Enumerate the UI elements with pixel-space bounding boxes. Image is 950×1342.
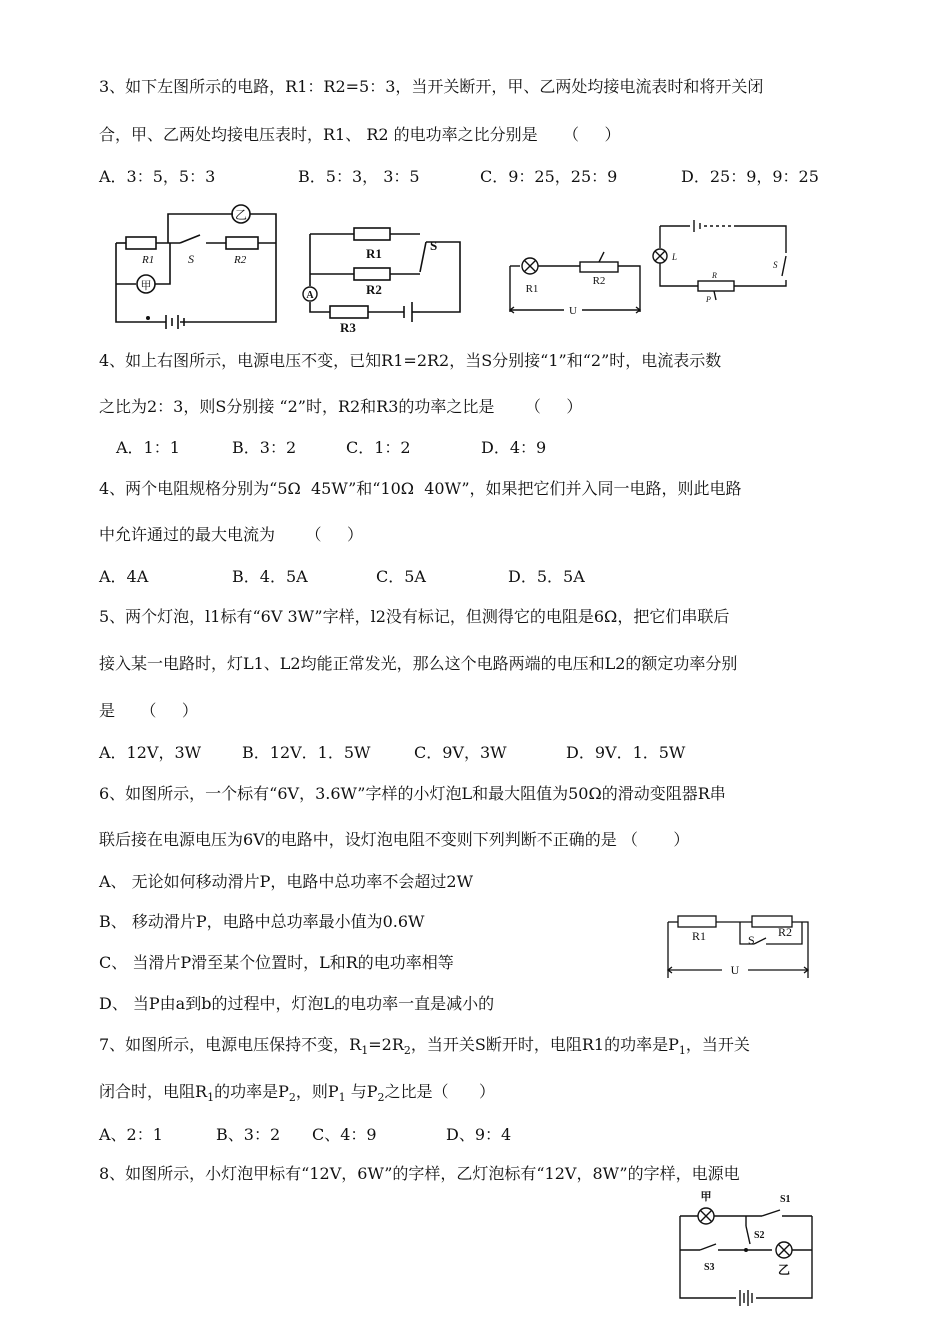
rheostat-label: R [712,271,717,280]
q4b-line1: 4、两个电阻规格分别为“5Ω 45W”和“10Ω 40W”，如果把它们并入同一电路，则此电路 [99,479,742,498]
q4a-line2: 之比为2：3，则S分别接 “2”时，R2和R3的功率之比是 （ ） [99,397,583,416]
r2-label: R2 [234,254,247,266]
q4b-option-d: D．5．5A [508,567,585,586]
circuit-figure-f [672,1190,822,1314]
circuit-figure-b [292,222,467,334]
r2-label: R2 [592,275,606,287]
q4a-option-c: C．1：2 [346,438,411,457]
q6-line2: 联后接在电源电压为6V的电路中，设灯泡电阻不变则下列判断不正确的是 （ ） [99,830,690,849]
q5-line1: 5、两个灯泡，l1标有“6V 3W”字样，l2没有标记，但测得它的电阻是6Ω，把它们串联后 [99,607,730,626]
q4b-option-c: C．5A [376,567,426,586]
q3-option-d: D．25：9，9：25 [681,167,819,186]
q4a-line1: 4、如上右图所示，电源电压不变，已知R1=2R2，当S分别接“1”和“2”时，电流表示数 [99,351,722,370]
slider-label: P [706,295,711,304]
r2-label: R2 [778,925,793,939]
q4b-line2: 中允许通过的最大电流为 （ ） [99,525,363,544]
switch-label: S [430,238,438,253]
circuit-figure-c [500,242,646,320]
r2-label: R2 [366,282,382,297]
circuit-figure-e [662,908,814,980]
q6-option-a: A、 无论如何移动滑片P，电路中总功率不会超过2W [99,872,474,891]
q5-option-d: D．9V．1．5W [566,743,686,762]
q5-option-c: C．9V，3W [414,743,507,762]
s3-label: S3 [704,1262,715,1273]
r1-label: R1 [525,283,539,295]
q5-option-a: A．12V，3W [99,743,202,762]
ammeter-label: A [306,290,314,301]
q4b-option-a: A．4A [99,567,149,586]
q7-option-c: C、4：9 [312,1125,377,1144]
q8-line1: 8、如图所示，小灯泡甲标有“12V，6W”的字样，乙灯泡标有“12V，8W”的字样，电源电 [99,1164,740,1183]
q5-line2: 接入某一电路时，灯L1、L2均能正常发光，那么这个电路两端的电压和L2的额定功率分别 [99,654,738,673]
u-label: U [569,305,577,317]
r1-label: R1 [366,246,382,261]
q6-option-d: D、 当P由a到b的过程中，灯泡L的电功率一直是减小的 [99,994,495,1013]
switch-label: S [188,252,194,266]
r3-label: R3 [340,320,356,335]
yi-label: 乙 [777,1263,791,1277]
q3-option-b: B．5：3， 3：5 [298,167,420,186]
q7-option-b: B、3：2 [216,1125,281,1144]
q4a-option-d: D．4：9 [481,438,547,457]
q6-line1: 6、如图所示，一个标有“6V，3.6W”字样的小灯泡L和最大阻值为50Ω的滑动变阻器R串 [99,784,726,803]
jia-label: 甲 [700,1191,712,1203]
q7-option-d: D、9：4 [446,1125,512,1144]
q6-option-c: C、 当滑片P滑至某个位置时，L和R的电功率相等 [99,953,454,972]
q4b-option-b: B．4．5A [232,567,308,586]
q3-option-a: A．3：5，5：3 [99,167,216,186]
q3-line1: 3、如下左图所示的电路，R1：R2=5：3，当开关断开，甲、乙两处均接电流表时和将开关闭 [99,77,764,96]
q7-line1: 7、如图所示，电源电压保持不变，$R_1=2R_2$，当开关S断开时，电阻R1的功率是$P_1$，当开关 [99,1035,750,1058]
q3-line2: 合，甲、乙两处均接电压表时，R1、 R2 的电功率之比分别是 （ ） [99,125,621,144]
u-label: U [730,963,740,977]
s2-label: S2 [754,1230,765,1241]
q5-option-b: B．12V．1．5W [242,743,371,762]
switch-label: S [748,933,755,947]
q6-option-b: B、 移动滑片P，电路中总功率最小值为0.6W [99,912,425,931]
q4a-option-a: A．1：1 [116,438,180,457]
circuit-figure-d [650,218,790,314]
r1-label: R1 [692,929,707,943]
circuit-figure-a [108,200,280,330]
s1-label: S1 [780,1194,791,1205]
r1-label: R1 [142,254,155,266]
yi-label: 乙 [234,208,248,222]
q7-option-a: A、2：1 [99,1125,163,1144]
q4a-option-b: B．3：2 [232,438,297,457]
lamp-label: L [672,252,678,262]
q7-line2: 闭合时，电阻$R_1$的功率是$P_2$，则$P_1$ 与$P_2$之比是（ ） [99,1082,496,1105]
switch-label: S [773,260,778,270]
q3-option-c: C．9：25，25：9 [480,167,618,186]
q5-line3: 是 （ ） [99,701,198,720]
jia-label: 甲 [140,280,152,292]
